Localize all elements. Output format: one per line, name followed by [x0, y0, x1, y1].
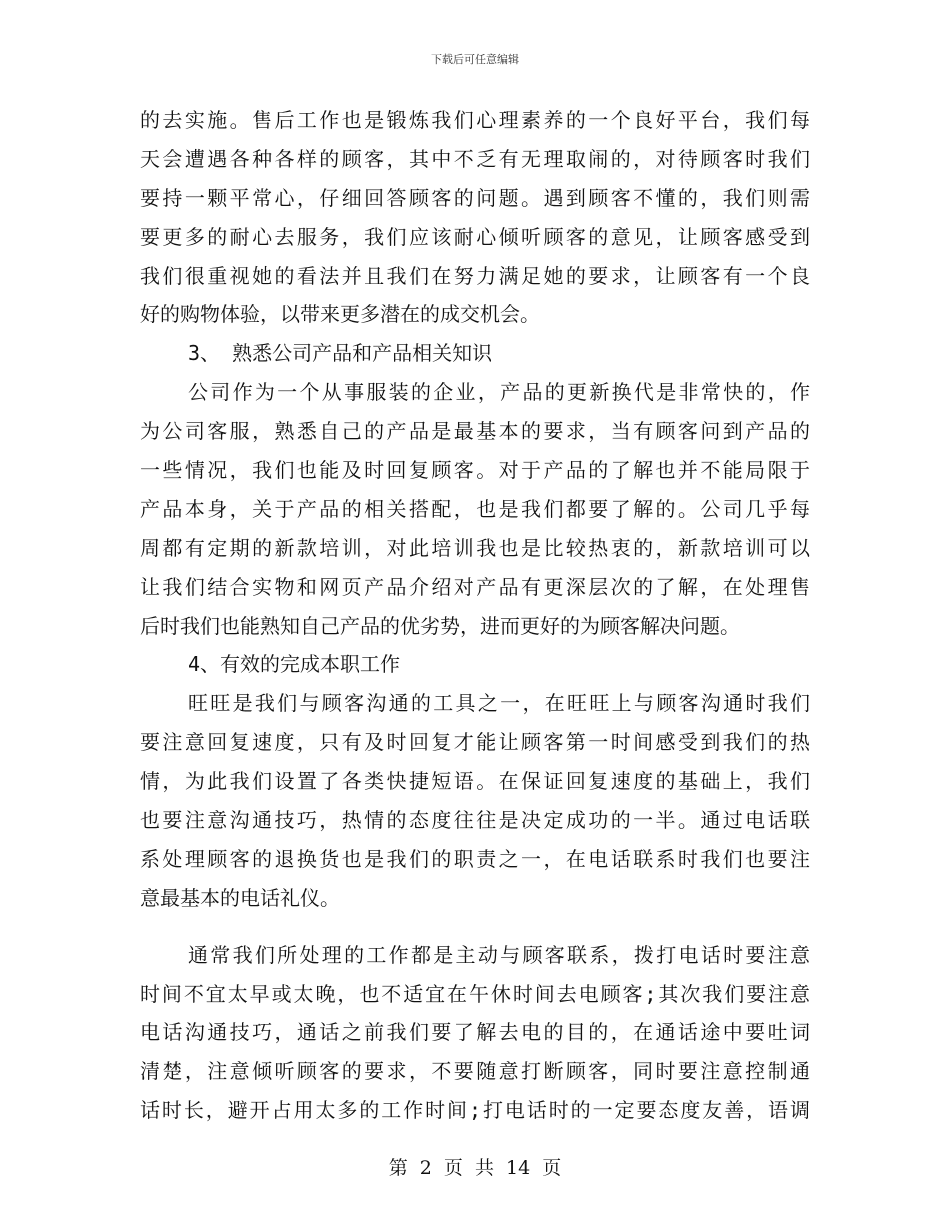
document-body	[140, 101, 810, 1130]
text-line: 清楚，注意倾听顾客的要求，不要随意打断顾客，同时要注意控制通	[140, 1059, 810, 1084]
text-line: 情，为此我们设置了各类快捷短语。在保证回复速度的基础上，我们	[140, 769, 810, 794]
text-line: 话时长，避开占用太多的工作时间;打电话时的一定要态度友善，语调	[140, 1098, 810, 1123]
paragraph-phone	[140, 936, 810, 1130]
text-line: 好的购物体验，以带来更多潜在的成交机会。	[140, 302, 540, 327]
paragraph-gap	[140, 918, 810, 936]
text-line: 为公司客服，熟悉自己的产品是最基本的要求，当有顾客问到产品的	[140, 419, 810, 444]
text-line: 我们很重视她的看法并且我们在努力满足她的要求，让顾客有一个良	[140, 263, 810, 288]
paragraph-wangwang	[140, 684, 810, 917]
page-header: 下载后可任意编辑	[431, 53, 519, 66]
text-line: 也要注意沟通技巧，热情的态度往往是决定成功的一半。通过电话联	[140, 808, 810, 833]
text-line: 要更多的耐心去服务，我们应该耐心倾听顾客的意见，让顾客感受到	[140, 224, 810, 249]
paragraph-product-knowledge	[140, 373, 810, 645]
paragraph-continued	[140, 101, 810, 334]
section-heading-3: 3、 熟悉公司产品和产品相关知识	[188, 341, 493, 366]
text-line: 电话沟通技巧，通话之前我们要了解去电的目的，在通话途中要吐词	[140, 1020, 810, 1045]
text-line: 公司作为一个从事服装的企业，产品的更新换代是非常快的，作	[188, 380, 810, 405]
text-line: 天会遭遇各种各样的顾客，其中不乏有无理取闹的，对待顾客时我们	[140, 146, 810, 171]
text-line: 周都有定期的新款培训，对此培训我也是比较热衷的，新款培训可以	[140, 535, 810, 560]
text-line: 时间不宜太早或太晚，也不适宜在午休时间去电顾客;其次我们要注意	[140, 981, 810, 1006]
section-heading-4: 4、有效的完成本职工作	[188, 652, 401, 677]
text-line: 的去实施。售后工作也是锻炼我们心理素养的一个良好平台，我们每	[140, 108, 810, 132]
text-line: 系处理顾客的退换货也是我们的职责之一，在电话联系时我们也要注	[140, 846, 810, 871]
text-line: 一些情况，我们也能及时回复顾客。对于产品的了解也并不能局限于	[140, 458, 810, 483]
text-line: 让我们结合实物和网页产品介绍对产品有更深层次的了解，在处理售	[140, 574, 810, 599]
text-line: 通常我们所处理的工作都是主动与顾客联系，拨打电话时要注意	[188, 942, 810, 967]
text-line: 要持一颗平常心，仔细回答顾客的问题。遇到顾客不懂的，我们则需	[140, 185, 810, 210]
text-line: 后时我们也能熟知自己产品的优劣势，进而更好的为顾客解决问题。	[140, 613, 740, 638]
page-number: 第 2 页 共 14 页	[388, 1157, 562, 1179]
text-line: 要注意回复速度，只有及时回复才能让顾客第一时间感受到我们的热	[140, 730, 810, 755]
text-line: 产品本身，关于产品的相关搭配，也是我们都要了解的。公司几乎每	[140, 496, 810, 521]
text-line: 旺旺是我们与顾客沟通的工具之一，在旺旺上与顾客沟通时我们	[188, 691, 810, 716]
text-line: 意最基本的电话礼仪。	[140, 885, 340, 910]
